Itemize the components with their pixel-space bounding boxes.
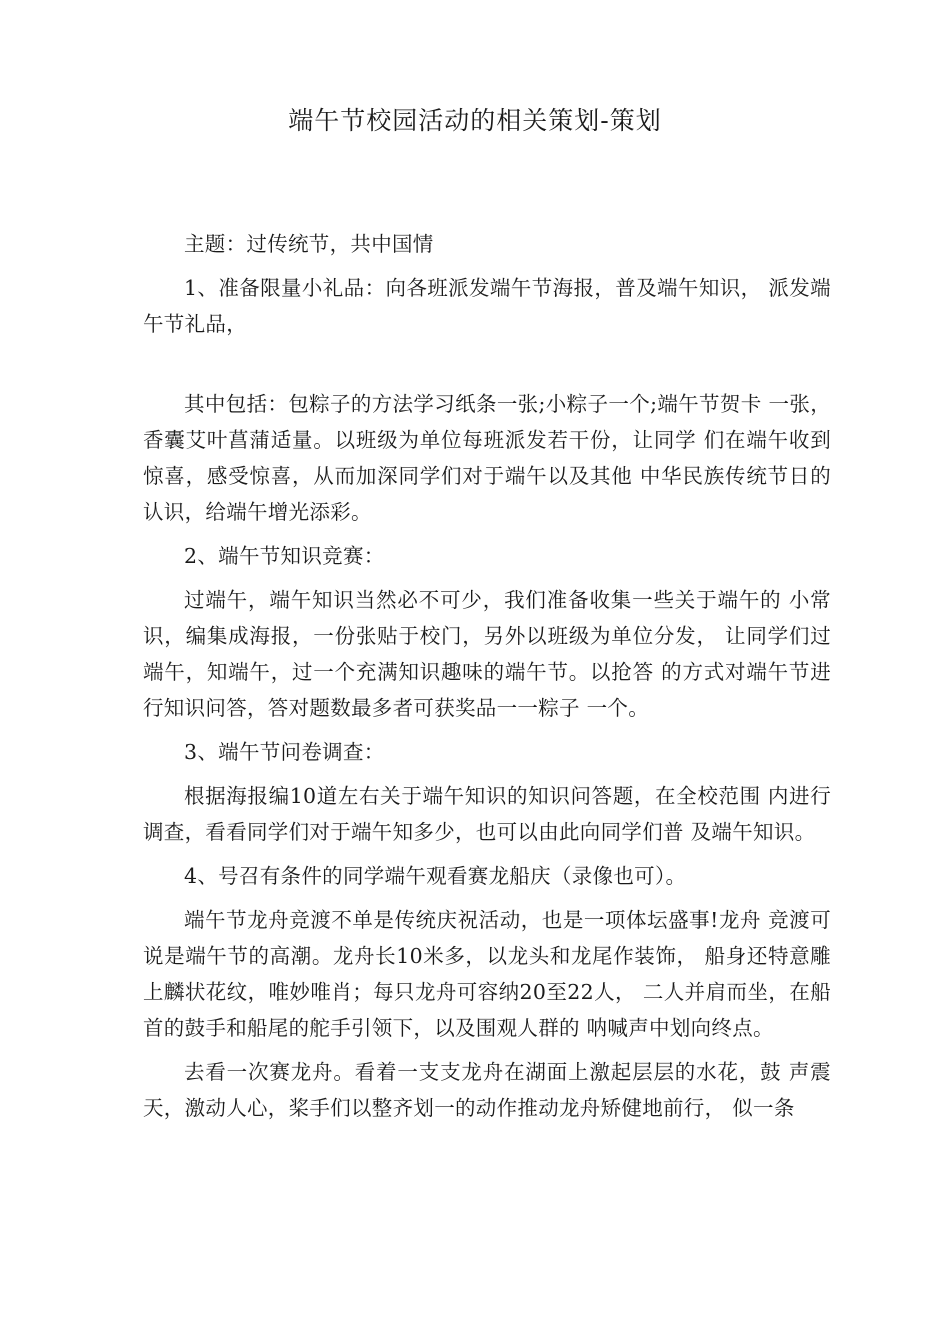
- theme-paragraph: 主题：过传统节，共中国情: [184, 232, 434, 256]
- item-1-heading-paragraph: 1、准备限量小礼品：向各班派发端午节海报，普及端午知识， 派发端午节礼品，: [143, 276, 831, 336]
- dragon-boat-paragraph: 端午节龙舟竞渡不单是传统庆祝活动，也是一项体坛盛事!龙舟 竞渡可说是端午节的高潮。龙舟长10米多，以龙头和龙尾作装饰， 船身还特意雕上麟状花纹，唯妙唯肖；每只龙舟可容纳20至22人， 二人并肩而坐，在船首的鼓手和船尾的舵手引领下，以及围观人群的 呐喊声中划向终点。: [143, 908, 831, 1040]
- item-3-heading: 3、端午节问卷调查：: [184, 740, 385, 764]
- quiz-paragraph: 过端午，端午知识当然必不可少，我们准备收集一些关于端午的 小常识，编集成海报，一份张贴于校门，另外以班级为单位分发， 让同学们过端午，知端午，过一个充满知识趣味的端午节。以抢答 的方式对端午节进行知识问答，答对题数最多者可获奖品一一粽子 一个。: [143, 588, 831, 720]
- survey-paragraph: 根据海报编10道左右关于端午知识的知识问答题，在全校范围 内进行调查，看看同学们对于端午知多少，也可以由此向同学们普 及端午知识。: [143, 784, 831, 844]
- gift-contents-paragraph: 其中包括：包粽子的方法学习纸条一张;小粽子一个;端午节贺卡 一张，香囊艾叶菖蒲适量。以班级为单位每班派发若干份，让同学 们在端午收到惊喜，感受惊喜，从而加深同学们对于端午以及其他 中华民族传统节日的认识，给端午增光添彩。: [143, 392, 831, 524]
- item-2-heading: 2、端午节知识竞赛：: [184, 544, 385, 568]
- watch-race-paragraph: 去看一次赛龙舟。看着一支支龙舟在湖面上激起层层的水花，鼓 声震天，激动人心，桨手们以整齐划一的动作推动龙舟矫健地前行， 似一条: [143, 1060, 831, 1120]
- document-title: 端午节校园活动的相关策划-策划: [288, 106, 662, 135]
- item-4-heading: 4、号召有条件的同学端午观看赛龙船庆（录像也可）。: [184, 864, 687, 888]
- document-body: [143, 226, 831, 1134]
